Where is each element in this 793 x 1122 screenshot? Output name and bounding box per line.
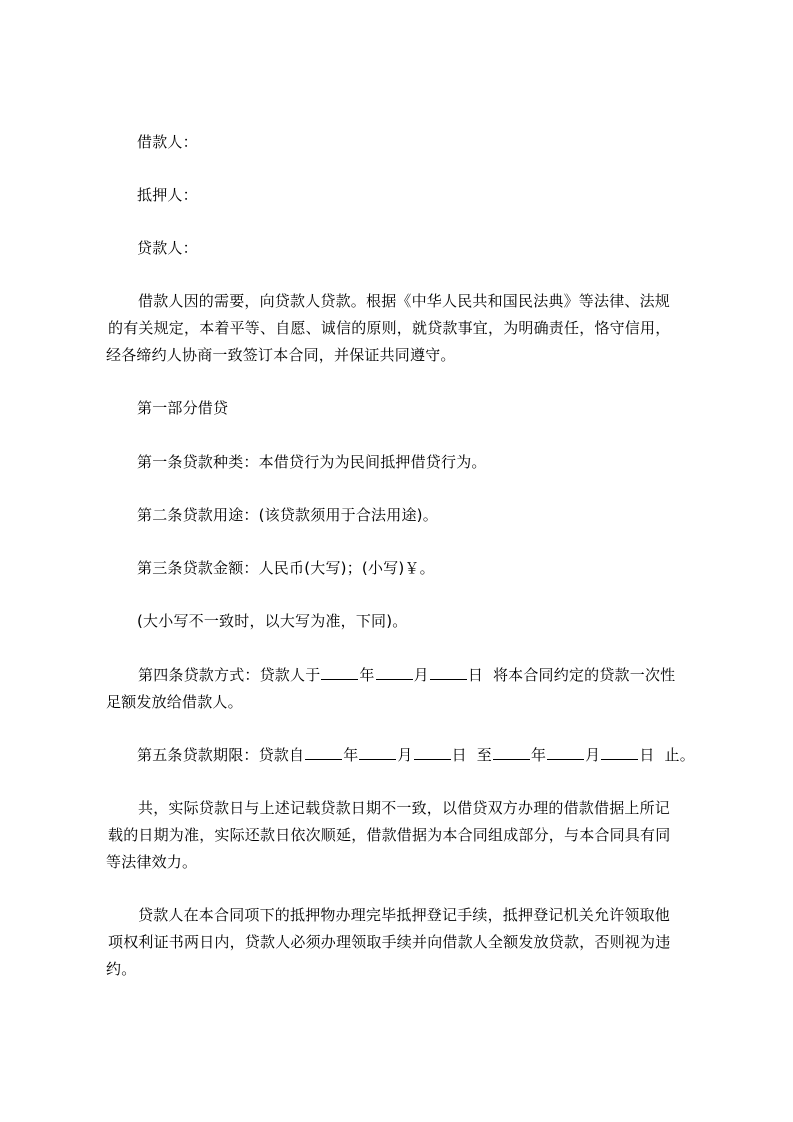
article-5-line-1 (137, 745, 695, 765)
start-month-blank (359, 746, 396, 760)
end-month-blank (547, 746, 584, 760)
day-label: 日 (467, 666, 484, 684)
year-blank (321, 666, 358, 680)
article-5-prefix: 第五条贷款期限：贷款自 (137, 746, 305, 764)
article-2: 第二条贷款用途：(该贷款须用于合法用途)。 (137, 506, 438, 524)
end-day-blank (601, 746, 638, 760)
end-year-label: 年 (530, 746, 547, 764)
preamble-line-1: 借款人因的需要，向贷款人贷款。根据《中华人民共和国民法典》等法律、法规 (138, 292, 671, 310)
start-month-label: 月 (397, 746, 413, 764)
to-label: 至 (476, 746, 492, 764)
end-year-blank (493, 746, 530, 760)
preamble-line-3: 经各缔约人协商一致签订本合同，并保证共同遵守。 (106, 346, 456, 364)
day-blank (430, 666, 467, 680)
mortgage-line-2: 项权利证书两日内，贷款人必须办理领取手续并向借款人全额发放贷款，否则视为违 (108, 933, 671, 951)
borrower-label: 借款人： (137, 133, 198, 151)
preamble-line-2: 的有关规定，本着平等、自愿、诚信的原则，就贷款事宜，为明确责任，恪守信用， (108, 319, 671, 337)
end-month-label: 月 (585, 746, 601, 764)
article-5-cont-line-3: 等法律效力。 (106, 853, 198, 871)
article-4-line-2: 足额发放给借款人。 (106, 693, 243, 711)
lender-label: 贷款人： (137, 239, 198, 257)
article-4-line-1 (138, 665, 675, 685)
mortgage-line-1: 贷款人在本合同项下的抵押物办理完毕抵押登记手续，抵押登记机关允许领取他 (138, 906, 671, 924)
article-4-prefix: 第四条贷款方式：贷款人于 (138, 666, 321, 684)
start-year-label: 年 (343, 746, 359, 764)
article-3: 第三条贷款金额：人民币(大写)；(小写)￥。 (137, 559, 435, 577)
mortgagor-label: 抵押人： (137, 186, 198, 204)
article-1: 第一条贷款种类：本借贷行为为民间抵押借贷行为。 (137, 453, 487, 471)
month-label: 月 (413, 666, 429, 684)
article-3-note: (大小写不一致时，以大写为准，下同)。 (137, 612, 408, 630)
article-5-cont-line-2: 载的日期为准，实际还款日依次顺延，借款借据为本合同组成部分，与本合同具有同 (108, 826, 671, 844)
article-5-cont-line-1: 共，实际贷款日与上述记载贷款日期不一致，以借贷双方办理的借款借据上所记 (138, 799, 671, 817)
month-blank (376, 666, 413, 680)
start-year-blank (305, 746, 342, 760)
start-day-blank (414, 746, 451, 760)
start-day-label: 日 (451, 746, 467, 764)
year-label: 年 (359, 666, 375, 684)
end-label: 止。 (664, 746, 695, 764)
end-day-label: 日 (639, 746, 655, 764)
mortgage-line-3: 约。 (106, 960, 137, 978)
part-one-title: 第一部分借贷 (137, 399, 229, 417)
article-4-suffix: 将本合同约定的贷款一次性 (492, 666, 676, 684)
